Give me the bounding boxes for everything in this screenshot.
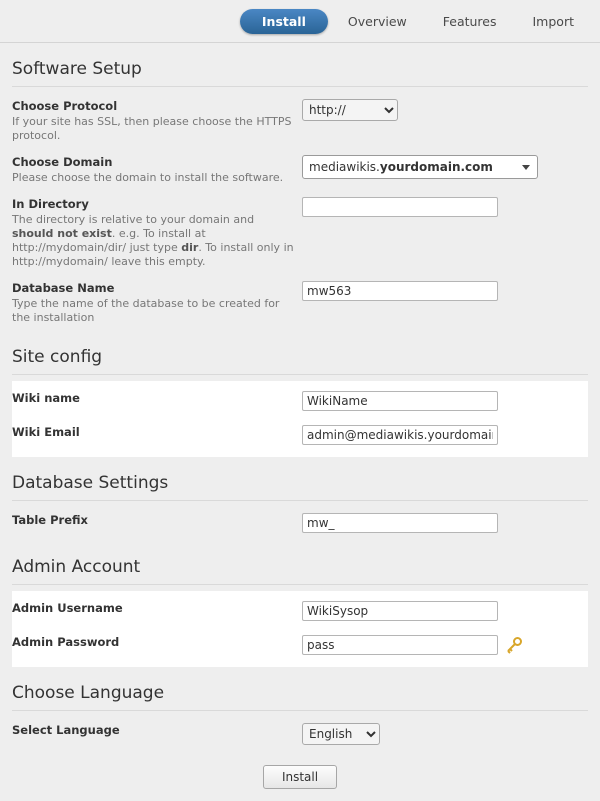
row-admin-username bbox=[12, 595, 588, 629]
tab-overview[interactable]: Overview bbox=[347, 13, 407, 29]
section-site-config: Site config bbox=[12, 347, 588, 375]
choose-domain-label: Choose Domain bbox=[12, 155, 113, 169]
in-directory-hint-bold: should not exist bbox=[12, 227, 112, 240]
form-content bbox=[0, 59, 600, 801]
table-prefix-label: Table Prefix bbox=[12, 513, 88, 527]
top-tab-bar bbox=[0, 0, 600, 43]
field-choose-domain bbox=[302, 155, 588, 179]
row-table-prefix bbox=[12, 507, 588, 541]
in-directory-hint-bold2: dir bbox=[181, 241, 199, 254]
site-config-card bbox=[12, 381, 588, 457]
in-directory-hint-1: The directory is relative to your domain and bbox=[12, 213, 255, 226]
admin-account-card bbox=[12, 591, 588, 667]
in-directory-hint bbox=[12, 213, 294, 269]
field-select-language bbox=[302, 723, 588, 745]
section-choose-language: Choose Language bbox=[12, 683, 588, 711]
row-select-language bbox=[12, 717, 588, 751]
admin-password-label: Admin Password bbox=[12, 635, 120, 649]
label-wiki-email bbox=[12, 425, 302, 440]
label-choose-domain bbox=[12, 155, 302, 185]
in-directory-hint-2: . e.g. To install at http://mydomain/dir/ just type bbox=[12, 227, 206, 254]
section-software-setup: Software Setup bbox=[12, 59, 588, 87]
choose-domain-hint: Please choose the domain to install the software. bbox=[12, 171, 284, 184]
in-directory-input[interactable] bbox=[302, 197, 498, 217]
row-wiki-email bbox=[12, 419, 588, 453]
tab-import[interactable]: Import bbox=[532, 13, 574, 29]
database-name-label: Database Name bbox=[12, 281, 115, 295]
wiki-name-label: Wiki name bbox=[12, 391, 80, 405]
label-admin-password bbox=[12, 635, 302, 650]
label-select-language bbox=[12, 723, 302, 738]
tab-features[interactable]: Features bbox=[442, 13, 497, 29]
domain-strong: yourdomain.com bbox=[379, 160, 493, 174]
row-database-name bbox=[12, 275, 588, 331]
field-database-name bbox=[302, 281, 588, 301]
field-admin-username bbox=[302, 601, 588, 621]
field-admin-password bbox=[302, 635, 588, 655]
table-prefix-input[interactable] bbox=[302, 513, 498, 533]
admin-username-input[interactable] bbox=[302, 601, 498, 621]
select-language-label: Select Language bbox=[12, 723, 120, 737]
database-name-hint: Type the name of the database to be created for the installation bbox=[12, 297, 280, 324]
choose-protocol-hint: If your site has SSL, then please choose the HTTPS protocol. bbox=[12, 115, 292, 142]
domain-prefix: mediawikis. bbox=[309, 160, 380, 174]
row-choose-protocol bbox=[12, 93, 588, 149]
chevron-down-icon bbox=[522, 165, 530, 170]
key-icon[interactable] bbox=[504, 635, 524, 655]
field-wiki-email bbox=[302, 425, 588, 445]
label-admin-username bbox=[12, 601, 302, 616]
install-button[interactable]: Install bbox=[263, 765, 337, 789]
protocol-select[interactable] bbox=[302, 99, 398, 121]
field-in-directory bbox=[302, 197, 588, 217]
choose-protocol-label: Choose Protocol bbox=[12, 99, 118, 113]
footer bbox=[12, 765, 588, 801]
section-database-settings: Database Settings bbox=[12, 473, 588, 501]
tab-install[interactable]: Install bbox=[240, 9, 328, 34]
wiki-email-label: Wiki Email bbox=[12, 425, 80, 439]
in-directory-label: In Directory bbox=[12, 197, 89, 211]
field-table-prefix bbox=[302, 513, 588, 533]
language-select[interactable] bbox=[302, 723, 380, 745]
wiki-name-input[interactable] bbox=[302, 391, 498, 411]
field-choose-protocol bbox=[302, 99, 588, 121]
field-wiki-name bbox=[302, 391, 588, 411]
domain-select[interactable] bbox=[302, 155, 538, 179]
row-choose-domain bbox=[12, 149, 588, 191]
domain-select-value bbox=[309, 160, 493, 174]
section-admin-account: Admin Account bbox=[12, 557, 588, 585]
in-directory-hint-3: . To install only in http://mydomain/ leave this empty. bbox=[12, 241, 294, 268]
row-in-directory bbox=[12, 191, 588, 275]
row-admin-password bbox=[12, 629, 588, 663]
label-wiki-name bbox=[12, 391, 302, 406]
admin-password-input[interactable] bbox=[302, 635, 498, 655]
label-database-name bbox=[12, 281, 302, 325]
admin-username-label: Admin Username bbox=[12, 601, 123, 615]
label-choose-protocol bbox=[12, 99, 302, 143]
row-wiki-name bbox=[12, 385, 588, 419]
database-name-input[interactable] bbox=[302, 281, 498, 301]
label-table-prefix bbox=[12, 513, 302, 528]
wiki-email-input[interactable] bbox=[302, 425, 498, 445]
label-in-directory bbox=[12, 197, 302, 269]
